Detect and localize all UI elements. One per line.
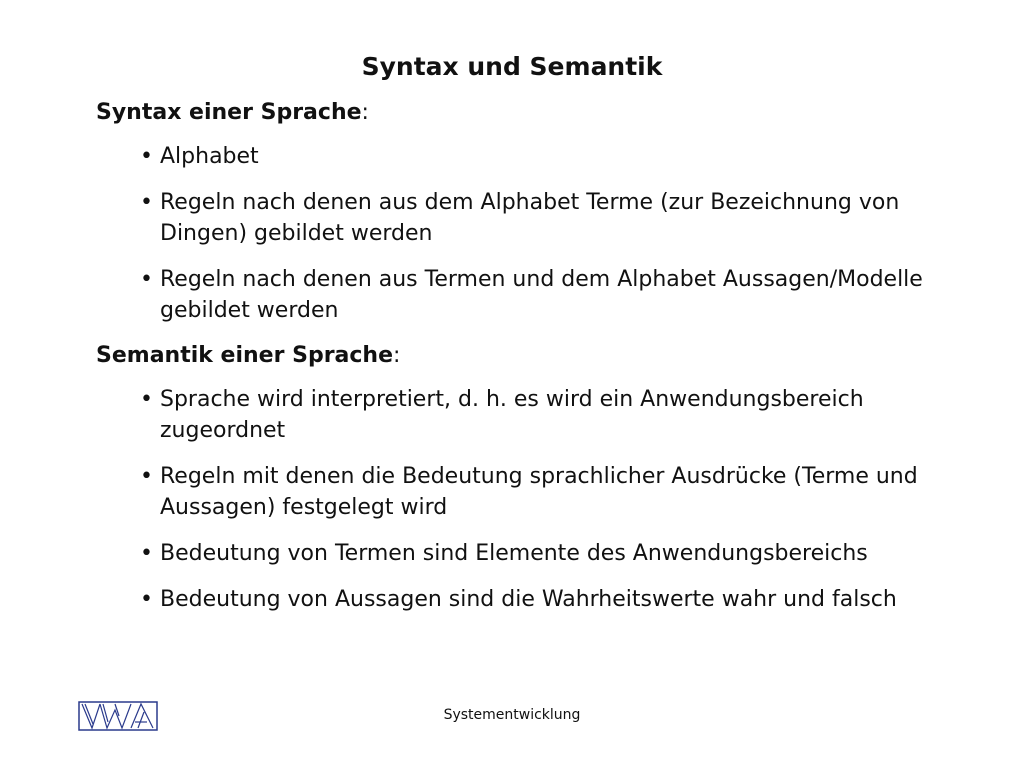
section-heading-syntax-colon: : [361, 100, 369, 125]
section-heading-syntax-text: Syntax einer Sprache [96, 100, 362, 125]
bullet-text: Bedeutung von Termen sind Elemente des Anwendungsbereichs [160, 541, 868, 566]
bullet-icon: • [140, 144, 153, 169]
bullet-text: Bedeutung von Aussagen sind die Wahrheitswerte wahr und falsch [160, 587, 897, 612]
footer-text: Systementwicklung [443, 707, 581, 723]
bullet-icon: • [140, 267, 153, 292]
section-heading-semantik [96, 340, 966, 371]
section-heading-semantik-colon: : [393, 343, 401, 368]
section-heading-semantik-text: Semantik einer Sprache [96, 343, 394, 368]
syntax-bullet-list [96, 141, 966, 326]
bullet-item [140, 141, 966, 172]
bullet-icon: • [140, 387, 153, 412]
bullet-item [140, 264, 966, 326]
semantik-bullet-list [96, 384, 966, 615]
bullet-text: Sprache wird interpretiert, d. h. es wird ein Anwendungsbereich zugeordnet [160, 387, 864, 443]
bullet-item [140, 187, 966, 249]
bullet-text: Regeln mit denen die Bedeutung sprachlicher Ausdrücke (Terme und Aussagen) festgelegt wird [160, 464, 918, 520]
bullet-item [140, 538, 966, 569]
bullet-item [140, 461, 966, 523]
slide-title: Syntax und Semantik [361, 52, 663, 81]
bullet-text: Regeln nach denen aus dem Alphabet Terme (zur Bezeichnung von Dingen) gebildet werden [160, 190, 900, 246]
bullet-text: Alphabet [160, 144, 259, 169]
bullet-text: Regeln nach denen aus Termen und dem Alphabet Aussagen/Modelle gebildet werden [160, 267, 923, 323]
bullet-icon: • [140, 587, 153, 612]
bullet-icon: • [140, 190, 153, 215]
section-heading-syntax [96, 97, 966, 128]
bullet-icon: • [140, 541, 153, 566]
bullet-item [140, 384, 966, 446]
bullet-item [140, 584, 966, 615]
bullet-icon: • [140, 464, 153, 489]
slide-content [96, 97, 966, 629]
